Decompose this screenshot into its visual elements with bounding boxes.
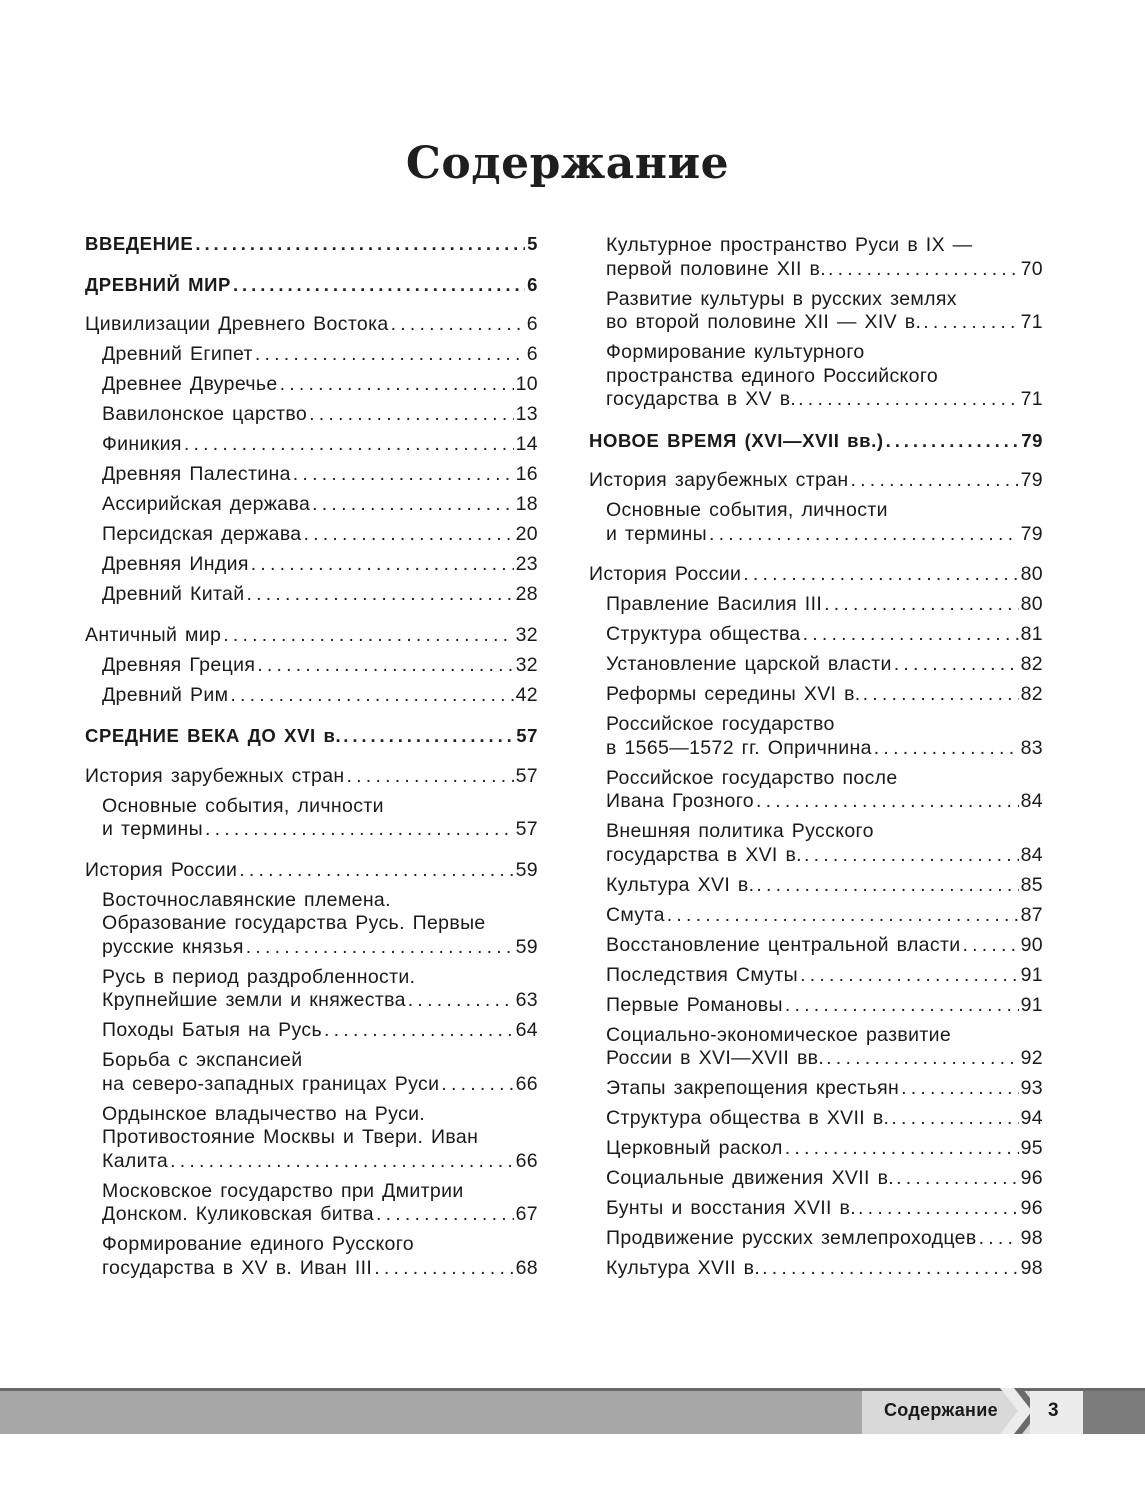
toc-page-number: 95 — [1020, 1137, 1043, 1159]
toc-entry[interactable] — [589, 1257, 1043, 1281]
toc-entry[interactable] — [85, 889, 538, 960]
toc-entry-title: Этапы закрепощения крестьян — [606, 1077, 900, 1099]
toc-entry[interactable] — [85, 433, 538, 457]
dot-leader — [246, 936, 514, 960]
toc-entry-title: государства в XV в. Иван III — [102, 1256, 373, 1279]
toc-entry[interactable] — [85, 795, 538, 842]
toc-entry[interactable] — [85, 273, 538, 297]
dot-leader — [874, 737, 1019, 761]
dot-leader — [863, 683, 1019, 707]
toc-entry[interactable] — [85, 313, 538, 337]
toc-entry-title: Вавилонское царство — [102, 403, 308, 425]
toc-entry[interactable] — [85, 523, 538, 547]
toc-entry[interactable] — [589, 994, 1043, 1018]
toc-entry[interactable] — [85, 373, 538, 397]
toc-entry-title: Реформы середины XVI в. — [606, 683, 861, 705]
toc-entry-title-line: Формирование культурного — [606, 341, 865, 363]
toc-entry-title: и термины — [102, 818, 203, 840]
toc-page-number: 71 — [1020, 388, 1043, 410]
dot-leader — [251, 553, 514, 577]
toc-page-number: 57 — [515, 818, 538, 840]
toc-entry-title: Последствия Смуты — [606, 963, 799, 986]
toc-entry[interactable] — [589, 469, 1043, 493]
dot-leader — [923, 311, 1018, 335]
dot-leader — [667, 904, 1019, 928]
dot-leader — [756, 874, 1018, 898]
dot-leader — [230, 684, 513, 708]
toc-page-number: 6 — [526, 313, 538, 335]
toc-page-number: 57 — [515, 764, 538, 787]
toc-page-number: 91 — [1020, 993, 1043, 1016]
toc-page-number: 66 — [515, 1149, 538, 1172]
dot-leader — [170, 1150, 513, 1174]
toc-page-number: 67 — [515, 1203, 538, 1225]
dot-leader — [891, 1107, 1018, 1131]
toc-entry-title-line: Социально-экономическое развитие — [606, 1023, 952, 1046]
toc-entry[interactable] — [589, 234, 1043, 281]
dot-leader — [239, 859, 513, 883]
dot-leader — [798, 388, 1018, 412]
toc-entry[interactable] — [85, 232, 538, 256]
toc-page-number: 10 — [515, 373, 538, 395]
toc-entry-title: Крупнейшие земли и княжества — [102, 989, 406, 1011]
toc-entry-title: История России — [589, 563, 742, 585]
toc-entry-title: Смута — [606, 903, 665, 926]
toc-page-number: 59 — [515, 858, 538, 881]
toc-entry[interactable] — [589, 563, 1043, 587]
toc-entry-title: Древняя Палестина — [102, 463, 291, 485]
toc-entry-title: Калита — [102, 1149, 169, 1172]
dot-leader — [896, 1167, 1019, 1191]
toc-page-number: 82 — [1020, 683, 1043, 705]
toc-page-number: 59 — [515, 935, 538, 958]
dot-leader — [963, 934, 1019, 958]
toc-entry-title: Финикия — [102, 433, 182, 455]
toc-entry[interactable] — [589, 767, 1043, 814]
dot-leader — [894, 653, 1019, 677]
dot-leader — [743, 563, 1018, 587]
toc-entry-title: Персидская держава — [102, 523, 302, 545]
toc-entry[interactable] — [589, 653, 1043, 677]
toc-entry[interactable] — [85, 1233, 538, 1280]
toc-page-number: 66 — [515, 1072, 538, 1095]
toc-entry[interactable] — [589, 1227, 1043, 1251]
toc-entry-title-line: Российское государство — [606, 713, 835, 735]
toc-entry-title: Правление Василия III — [606, 593, 823, 615]
toc-entry[interactable] — [589, 820, 1043, 867]
page-number: 3 — [1048, 1400, 1059, 1421]
dot-leader — [824, 593, 1019, 617]
toc-entry[interactable] — [85, 654, 538, 678]
dot-leader — [803, 623, 1019, 647]
toc-entry-title: Установление царской власти — [606, 653, 892, 675]
toc-entry-title: государства в XVI в. — [606, 843, 802, 866]
toc-page-number: 6 — [526, 343, 538, 365]
toc-entry-title: Древняя Греция — [102, 653, 256, 676]
toc-entry[interactable] — [589, 713, 1043, 760]
dot-leader — [347, 765, 514, 789]
dot-leader — [343, 724, 514, 748]
dot-leader — [391, 313, 525, 337]
toc-entry-title: Древний Египет — [102, 343, 253, 365]
toc-entry[interactable] — [85, 1103, 538, 1174]
toc-entry-title-line: Внешняя политика Русского — [606, 820, 874, 842]
toc-entry-title: Ассирийская держава — [102, 493, 311, 515]
toc-entry-title: России в XVI—XVII вв. — [606, 1047, 825, 1069]
toc-entry-title: во второй половине XII — XIV в. — [606, 311, 922, 333]
toc-entry-title-line: Образование государства Русь. Первые — [102, 912, 486, 934]
dot-leader — [851, 469, 1019, 493]
toc-page-number: 5 — [527, 233, 538, 254]
dot-leader — [441, 1073, 513, 1097]
toc-page-number: 64 — [515, 1019, 538, 1041]
toc-entry[interactable] — [589, 593, 1043, 617]
toc-entry-title-line: пространства единого Российского — [606, 364, 939, 387]
toc-entry[interactable] — [589, 341, 1043, 412]
toc-entry-title: Древнее Двуречье — [102, 373, 278, 395]
toc-entry-title: Ивана Грозного — [606, 790, 754, 812]
dot-leader — [374, 1257, 513, 1281]
toc-entry[interactable] — [85, 765, 538, 789]
toc-entry-title-line: Русь в период раздробленности. — [102, 965, 416, 988]
dot-leader — [195, 232, 525, 256]
toc-page-number: 82 — [1020, 653, 1043, 675]
toc-page-number: 79 — [1020, 522, 1043, 545]
toc-page-number: 96 — [1020, 1197, 1043, 1219]
footer-end-block — [1083, 1388, 1145, 1434]
toc-page-number: 57 — [516, 725, 538, 746]
dot-leader — [804, 844, 1019, 868]
toc-entry-title: История зарубежных стран — [589, 469, 849, 491]
toc-entry[interactable] — [85, 403, 538, 427]
dot-leader — [223, 624, 513, 648]
toc-entry[interactable] — [589, 1137, 1043, 1161]
toc-page-number: 14 — [515, 433, 538, 455]
dot-leader — [709, 523, 1019, 547]
toc-page-number: 81 — [1020, 623, 1043, 645]
toc-entry-title: СРЕДНИЕ ВЕКА ДО XVI в. — [85, 725, 342, 746]
toc-entry-title: Продвижение русских землепроходцев — [606, 1227, 977, 1249]
toc-entry[interactable] — [589, 623, 1043, 647]
toc-entry[interactable] — [85, 493, 538, 517]
toc-entry[interactable] — [85, 553, 538, 577]
toc-page-number: 6 — [527, 273, 538, 295]
dot-leader — [901, 1077, 1018, 1101]
toc-page-number: 94 — [1020, 1107, 1043, 1129]
dot-leader — [312, 493, 513, 517]
toc-entry-title: русские князья — [102, 935, 244, 958]
toc-entry-title: История зарубежных стран — [85, 764, 345, 787]
toc-entry[interactable] — [85, 1049, 538, 1096]
dot-leader — [324, 1019, 514, 1043]
toc-page-number: 87 — [1020, 903, 1043, 926]
toc-page-number: 84 — [1020, 843, 1043, 866]
toc-entry-title: История России — [85, 858, 238, 881]
toc-entry[interactable] — [85, 859, 538, 883]
toc-entry[interactable] — [85, 724, 538, 748]
toc-page-number: 32 — [515, 653, 538, 676]
toc-entry[interactable] — [589, 874, 1043, 898]
toc-entry-title: Древний Китай — [102, 583, 245, 605]
toc-entry[interactable] — [85, 583, 538, 607]
toc-entry[interactable] — [589, 683, 1043, 707]
dot-leader — [246, 583, 513, 607]
toc-page-number: 79 — [1020, 469, 1043, 491]
toc-entry[interactable] — [85, 684, 538, 708]
toc-page-number: 92 — [1020, 1047, 1043, 1069]
toc-page-number: 85 — [1020, 873, 1043, 896]
toc-entry-title-line: Основные события, личности — [102, 794, 384, 817]
toc-page-number: 80 — [1020, 563, 1043, 585]
dot-leader — [257, 654, 513, 678]
toc-entry-title: Древний Рим — [102, 683, 229, 706]
toc-entry-title-line: Основные события, личности — [606, 499, 888, 521]
dot-leader — [826, 1047, 1018, 1071]
toc-page-number: 98 — [1020, 1227, 1043, 1249]
toc-entry-title: ДРЕВНИЙ МИР — [85, 273, 231, 295]
dot-leader — [184, 433, 514, 457]
toc-entry-title: и термины — [606, 522, 707, 545]
toc-entry-title-line: Ордынское владычество на Руси. — [102, 1102, 426, 1125]
toc-page-number: 98 — [1020, 1257, 1043, 1279]
dot-leader — [979, 1227, 1019, 1251]
toc-entry[interactable] — [589, 934, 1043, 958]
toc-entry-title: Церковный раскол — [606, 1137, 783, 1159]
toc-entry[interactable] — [589, 499, 1043, 546]
toc-entry-title-line: Борьба с экспансией — [102, 1049, 303, 1071]
toc-entry-title: Древняя Индия — [102, 553, 249, 575]
toc-entry-title: Структура общества в XVII в. — [606, 1107, 890, 1129]
toc-entry[interactable] — [85, 1180, 538, 1227]
toc-entry[interactable] — [589, 964, 1043, 988]
toc-entry-title: Культура XVII в. — [606, 1257, 761, 1279]
toc-entry[interactable] — [589, 1167, 1043, 1191]
toc-entry[interactable] — [85, 463, 538, 487]
toc-entry-title: в 1565—1572 гг. Опричнина — [606, 736, 872, 759]
toc-entry-title: Структура общества — [606, 623, 801, 645]
toc-entry-title: государства в XV в. — [606, 388, 797, 410]
toc-page-number: 13 — [515, 403, 538, 425]
toc-page-number: 63 — [515, 989, 538, 1011]
dot-leader — [886, 429, 1020, 453]
dot-leader — [828, 258, 1019, 282]
toc-entry-title: Восстановление центральной власти — [606, 933, 961, 956]
toc-entry-title: первой половине XII в. — [606, 257, 826, 280]
toc-entry-title: Донском. Куликовская битва — [102, 1203, 374, 1225]
toc-entry-title-line: Российское государство после — [606, 766, 898, 789]
toc-entry-title: Античный мир — [85, 623, 222, 646]
dot-leader — [785, 1137, 1019, 1161]
toc-entry-title: Первые Романовы — [606, 993, 783, 1016]
toc-page-number: 93 — [1020, 1077, 1043, 1099]
toc-page-number: 96 — [1020, 1167, 1043, 1189]
dot-leader — [233, 273, 525, 297]
toc-entry[interactable] — [85, 1019, 538, 1043]
toc-entry-title-line: Культурное пространство Руси в IX — — [606, 234, 973, 256]
toc-page-number: 91 — [1020, 963, 1043, 986]
dot-leader — [293, 463, 514, 487]
toc-page-number: 42 — [515, 683, 538, 706]
toc-page-number: 20 — [515, 523, 538, 545]
toc-page-number: 68 — [515, 1256, 538, 1279]
toc-entry[interactable] — [85, 966, 538, 1013]
dot-leader — [756, 790, 1019, 814]
toc-page-number: 16 — [515, 463, 538, 485]
toc-page-number: 80 — [1020, 593, 1043, 615]
toc-page-number: 70 — [1020, 257, 1043, 280]
toc-entry[interactable] — [85, 624, 538, 648]
toc-page-number: 32 — [515, 623, 538, 646]
toc-page-number: 84 — [1020, 790, 1043, 812]
toc-entry-title: на северо-западных границах Руси — [102, 1072, 440, 1095]
toc-page-number: 90 — [1020, 933, 1043, 956]
dot-leader — [309, 403, 514, 427]
footer-section-label: Содержание — [884, 1400, 998, 1420]
toc-entry[interactable] — [589, 429, 1043, 453]
toc-page-number: 23 — [515, 553, 538, 575]
toc-entry-title: ВВЕДЕНИЕ — [85, 233, 194, 254]
toc-entry[interactable] — [589, 1107, 1043, 1131]
toc-entry-title: Культура XVI в. — [606, 873, 755, 896]
toc-column-right — [589, 234, 1043, 1281]
toc-entry-title-line: Развитие культуры в русских землях — [606, 287, 957, 310]
toc-entry-title: Цивилизации Древнего Востока — [85, 313, 389, 335]
toc-entry[interactable] — [85, 343, 538, 367]
toc-entry[interactable] — [589, 1024, 1043, 1071]
toc-entry[interactable] — [589, 1197, 1043, 1221]
dot-leader — [858, 1197, 1019, 1221]
dot-leader — [785, 994, 1019, 1018]
toc-entry-title: Бунты и восстания XVII в. — [606, 1197, 857, 1219]
dot-leader — [800, 964, 1019, 988]
toc-page-number: 79 — [1021, 429, 1043, 451]
dot-leader — [376, 1203, 514, 1227]
toc-page-number: 28 — [515, 583, 538, 605]
toc-entry-title-line: Формирование единого Русского — [102, 1233, 414, 1255]
dot-leader — [255, 343, 525, 367]
dot-leader — [762, 1257, 1018, 1281]
dot-leader — [205, 818, 514, 842]
toc-page-number: 83 — [1020, 736, 1043, 759]
dot-leader — [408, 989, 514, 1013]
dot-leader — [280, 373, 514, 397]
toc-entry-title-line: Восточнославянские племена. — [102, 888, 391, 911]
toc-entry-title: Походы Батыя на Русь — [102, 1019, 323, 1041]
toc-entry[interactable] — [589, 1077, 1043, 1101]
toc-entry-title: НОВОЕ ВРЕМЯ (XVI—XVII вв.) — [589, 429, 884, 451]
toc-entry[interactable] — [589, 288, 1043, 335]
toc-entry-title: Социальные движения XVII в. — [606, 1167, 895, 1189]
dot-leader — [304, 523, 514, 547]
toc-entry-title-line: Московское государство при Дмитрии — [102, 1179, 464, 1202]
toc-column-left — [85, 232, 538, 1280]
toc-page-number: 18 — [515, 493, 538, 515]
toc-entry[interactable] — [589, 904, 1043, 928]
toc-entry-title-line: Противостояние Москвы и Твери. Иван — [102, 1126, 479, 1148]
toc-page-number: 71 — [1020, 311, 1043, 333]
page-title: Содержание — [405, 138, 730, 189]
